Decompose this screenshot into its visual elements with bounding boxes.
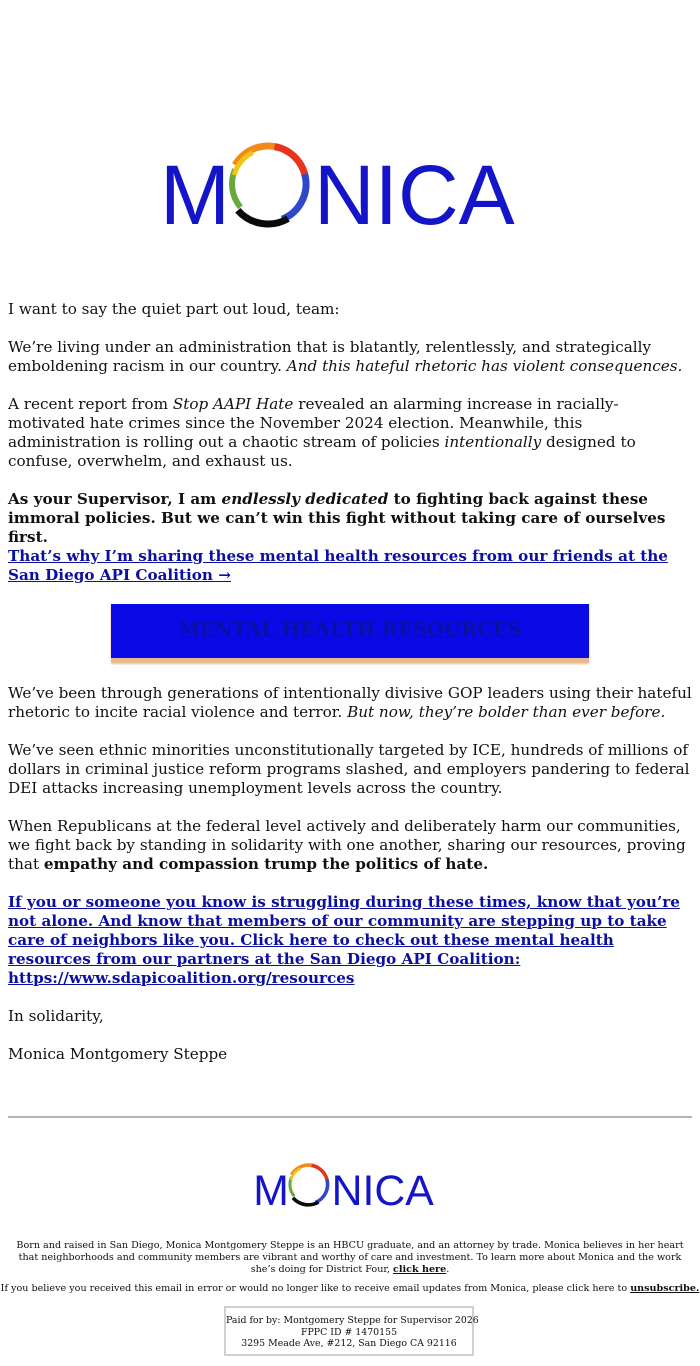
email-body bbox=[8, 300, 692, 1083]
resources-link[interactable]: That’s why I’m sharing these mental health resources from our friends at the San Diego API Coalition → bbox=[8, 547, 668, 584]
footer-logo-letter-m: M bbox=[253, 1166, 289, 1214]
logo-letters-nica: NICA bbox=[314, 148, 515, 242]
greeting: I want to say the quiet part out loud, team: bbox=[8, 300, 340, 318]
signature: Monica Montgomery Steppe bbox=[8, 1045, 228, 1063]
paid-for-disclaimer: Paid for by: Montgomery Steppe for Supervisor 2026 FPPC ID # 1470155 3295 Meade Ave, #212, San Diego CA 92116 bbox=[224, 1306, 474, 1356]
footer-divider bbox=[8, 1116, 692, 1118]
mental-health-resources-button[interactable]: MENTAL HEALTH RESOURCES bbox=[111, 604, 589, 662]
coalition-resources-link[interactable]: If you or someone you know is struggling during these times, know that you’re not alone. And know that members of our community are stepping up to take care of neighbors like you. Click here to check out these mental health resources from our partners at the San Diego API Coalition: https://www.sdapicoalition.org/resources bbox=[8, 893, 680, 987]
signoff: In solidarity, bbox=[8, 1007, 104, 1025]
paragraph-3: As your Supervisor, I am endlessly dedicated to fighting back against these immoral policies. But we can’t win this fight without taking care of ourselves first. That’s why I’m sharing these mental health resources from our friends at the San Diego API Coalition → bbox=[8, 490, 668, 584]
paragraph-5: We’ve seen ethnic minorities unconstitutionally targeted by ICE, hundreds of millions of dollars in criminal justice reform programs slashed, and employers pandering to federal DEI attacks increasing unemployment levels across the country. bbox=[8, 741, 690, 797]
paragraph-7 bbox=[8, 893, 692, 988]
footer-unsubscribe-line: If you believe you received this email in error or would no longer like to receive email updates from Monica, please click here to unsubscribe. bbox=[0, 1283, 700, 1294]
learn-more-link[interactable]: click here bbox=[393, 1264, 447, 1275]
header-logo bbox=[0, 132, 700, 242]
paragraph-1: We’re living under an administration that is blatantly, relentlessly, and strategically emboldening racism in our country. And this hateful rhetoric has violent consequences. bbox=[8, 338, 683, 375]
paragraph-6: When Republicans at the federal level actively and deliberately harm our communities, we fight back by standing in solidarity with one another, sharing our resources, proving that empathy and compassion trump the politics of hate. bbox=[8, 817, 686, 873]
footer-logo-letters-nica: NICA bbox=[331, 1166, 434, 1214]
cta-wrapper bbox=[8, 604, 692, 662]
paragraph-2: A recent report from Stop AAPI Hate revealed an alarming increase in racially-motivated hate crimes since the November 2024 election. Meanwhile, this administration is rolling out a chaotic stream of policies intentionally designed to confuse, overwhelm, and exhaust us. bbox=[8, 395, 636, 470]
paragraph-4: We’ve been through generations of intentionally divisive GOP leaders using their hateful rhetoric to incite racial violence and terror. But now, they’re bolder than ever before. bbox=[8, 684, 692, 721]
footer-bio: Born and raised in San Diego, Monica Montgomery Steppe is an HBCU graduate, and an attorney by trade. Monica believes in her heart that neighborhoods and community members are vibrant and worthy of care and investment. To learn more about Monica and the work she’s doing for District Four, click here. bbox=[16, 1240, 684, 1275]
unsubscribe-link[interactable]: unsubscribe. bbox=[630, 1283, 700, 1294]
monica-logo-small bbox=[250, 1158, 450, 1214]
footer-logo bbox=[0, 1158, 700, 1214]
logo-letter-m: M bbox=[160, 148, 230, 242]
monica-logo bbox=[160, 132, 540, 242]
